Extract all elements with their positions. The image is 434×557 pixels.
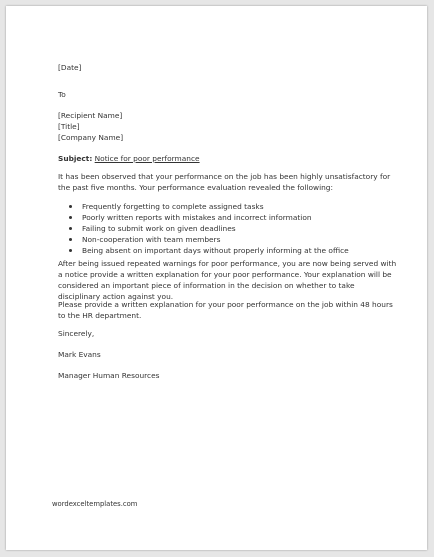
list-item: Being absent on important days without properly informing at the office (58, 245, 349, 256)
signer-name: Mark Evans (58, 350, 101, 359)
bullet-icon (69, 216, 72, 219)
footer-watermark: wordexceltemplates.com (52, 500, 138, 508)
closing: Sincerely, (58, 329, 95, 338)
bullet-icon (69, 249, 72, 252)
list-item: Failing to submit work on given deadlines (58, 223, 349, 234)
list-item: Poorly written reports with mistakes and incorrect information (58, 212, 349, 223)
subject-label: Subject: (58, 154, 93, 163)
document-page (6, 6, 427, 550)
list-item: Non-cooperation with team members (58, 234, 349, 245)
subject-line (58, 153, 200, 164)
bullet-icon (69, 205, 72, 208)
paragraph-notice: After being issued repeated warnings for poor performance, you are now being served with a notice provide a written explanation for your poor performance. Your explanation will be considered an important piece of information in the decision on whether to take disciplinary action against you. (58, 259, 397, 301)
paragraph-request: Please provide a written explanation for your poor performance on the job within 48 hours to the HR department. (58, 300, 393, 320)
recipient-title: [Title] (58, 122, 80, 131)
paragraph-observation: It has been observed that your performance on the job has been highly unsatisfactory for the past five months. Your performance evaluation revealed the following: (58, 172, 391, 192)
to-label: To (58, 90, 66, 99)
list-item: Frequently forgetting to complete assigned tasks (58, 201, 349, 212)
recipient-name: [Recipient Name] (58, 111, 123, 120)
bullet-icon (69, 238, 72, 241)
subject-text: Notice for poor performance (94, 154, 200, 163)
signer-title: Manager Human Resources (58, 371, 160, 380)
company-name: [Company Name] (58, 133, 124, 142)
date-placeholder: [Date] (58, 63, 82, 72)
bullet-icon (69, 227, 72, 230)
performance-issues-list (58, 201, 349, 256)
